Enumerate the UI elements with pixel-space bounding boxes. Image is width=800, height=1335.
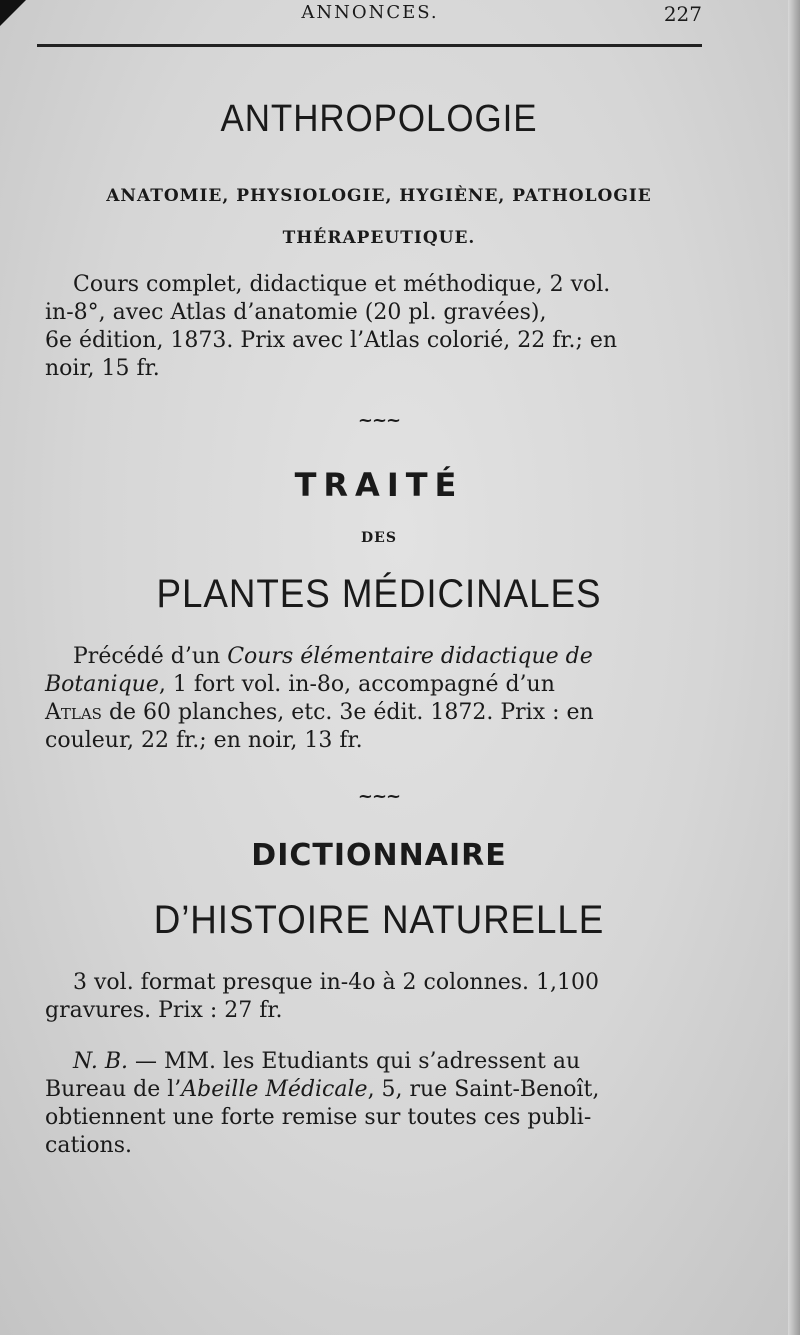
- histoire-heading-wrap: [45, 898, 713, 943]
- paragraph-anthropologie: [45, 271, 713, 383]
- text-line: [45, 671, 713, 699]
- heading-anthropologie: ANTHROPOLOGIE: [220, 98, 538, 140]
- dictionnaire-heading-wrap: [45, 838, 713, 873]
- subheading-anatomie: ANATOMIE, PHYSIOLOGIE, HYGIÈNE, PATHOLOGIE: [106, 186, 652, 206]
- text-line: cations.: [45, 1133, 133, 1158]
- text-line: [45, 699, 713, 727]
- text-run: Bureau de l’: [45, 1077, 182, 1102]
- text-line: [45, 1048, 713, 1076]
- heading-histoire-naturelle: D’HISTOIRE NATURELLE: [153, 898, 605, 942]
- text-line: 3 vol. format presque in-4o à 2 colonnes. 1,100: [73, 970, 600, 995]
- heading-traite: TRAITÉ: [294, 466, 464, 504]
- text-line: 6e édition, 1873. Prix avec l’Atlas colorié, 22 fr.; en: [45, 328, 618, 353]
- subheading-line-2: [45, 228, 713, 248]
- text-line: noir, 15 fr.: [45, 356, 160, 381]
- ornament-divider: ~~~: [357, 410, 401, 431]
- text-italic: Botanique: [45, 672, 159, 697]
- heading-des: DES: [361, 530, 397, 546]
- text-italic: N. B.: [73, 1049, 128, 1074]
- page-number: 227: [663, 2, 702, 26]
- text-run: , 5, rue Saint-Benoît,: [367, 1077, 600, 1102]
- ornament-divider: ~~~: [357, 786, 401, 807]
- text-italic: Abeille Médicale: [181, 1077, 368, 1102]
- text-line: [45, 1076, 713, 1104]
- paragraph-dictionnaire: [45, 969, 713, 1025]
- page-edge-shadow: [788, 0, 800, 1335]
- text-run: — MM. les Etudiants qui s’adressent au: [128, 1049, 581, 1074]
- subheading-therapeutique: THÉRAPEUTIQUE.: [282, 228, 476, 248]
- des-wrap: [45, 530, 713, 546]
- subheading-line-1: [45, 186, 713, 206]
- section-anthropologie-heading: [45, 98, 713, 141]
- running-head-title: ANNONCES.: [301, 2, 439, 23]
- text-line: in-8°, avec Atlas d’anatomie (20 pl. gravées),: [45, 300, 547, 325]
- text-line: [45, 643, 713, 671]
- text-run: Précédé d’un: [73, 644, 228, 669]
- heading-plantes-medicinales: PLANTES MÉDICINALES: [156, 572, 602, 616]
- text-run: de 60 planches, etc. 3e édit. 1872. Prix : en: [101, 700, 594, 725]
- traite-heading-wrap: [45, 466, 713, 504]
- text-line: Cours complet, didactique et méthodique, 2 vol.: [73, 272, 611, 297]
- text-italic: Cours élémentaire didactique de: [227, 644, 593, 669]
- paragraph-plantes: [45, 643, 713, 755]
- text-run: , 1 fort vol. in-8o, accompagné d’un: [158, 672, 555, 697]
- header-rule: [37, 44, 702, 47]
- paragraph-nota-bene: [45, 1048, 713, 1160]
- plantes-heading-wrap: [45, 572, 713, 617]
- heading-dictionnaire: DICTIONNAIRE: [251, 838, 507, 873]
- text-line: obtiennent une forte remise sur toutes ces publi-: [45, 1105, 592, 1130]
- text-line: couleur, 22 fr.; en noir, 13 fr.: [45, 728, 363, 753]
- running-head: [0, 2, 800, 28]
- text-smallcaps: Atlas: [45, 700, 102, 725]
- text-line: gravures. Prix : 27 fr.: [45, 998, 283, 1023]
